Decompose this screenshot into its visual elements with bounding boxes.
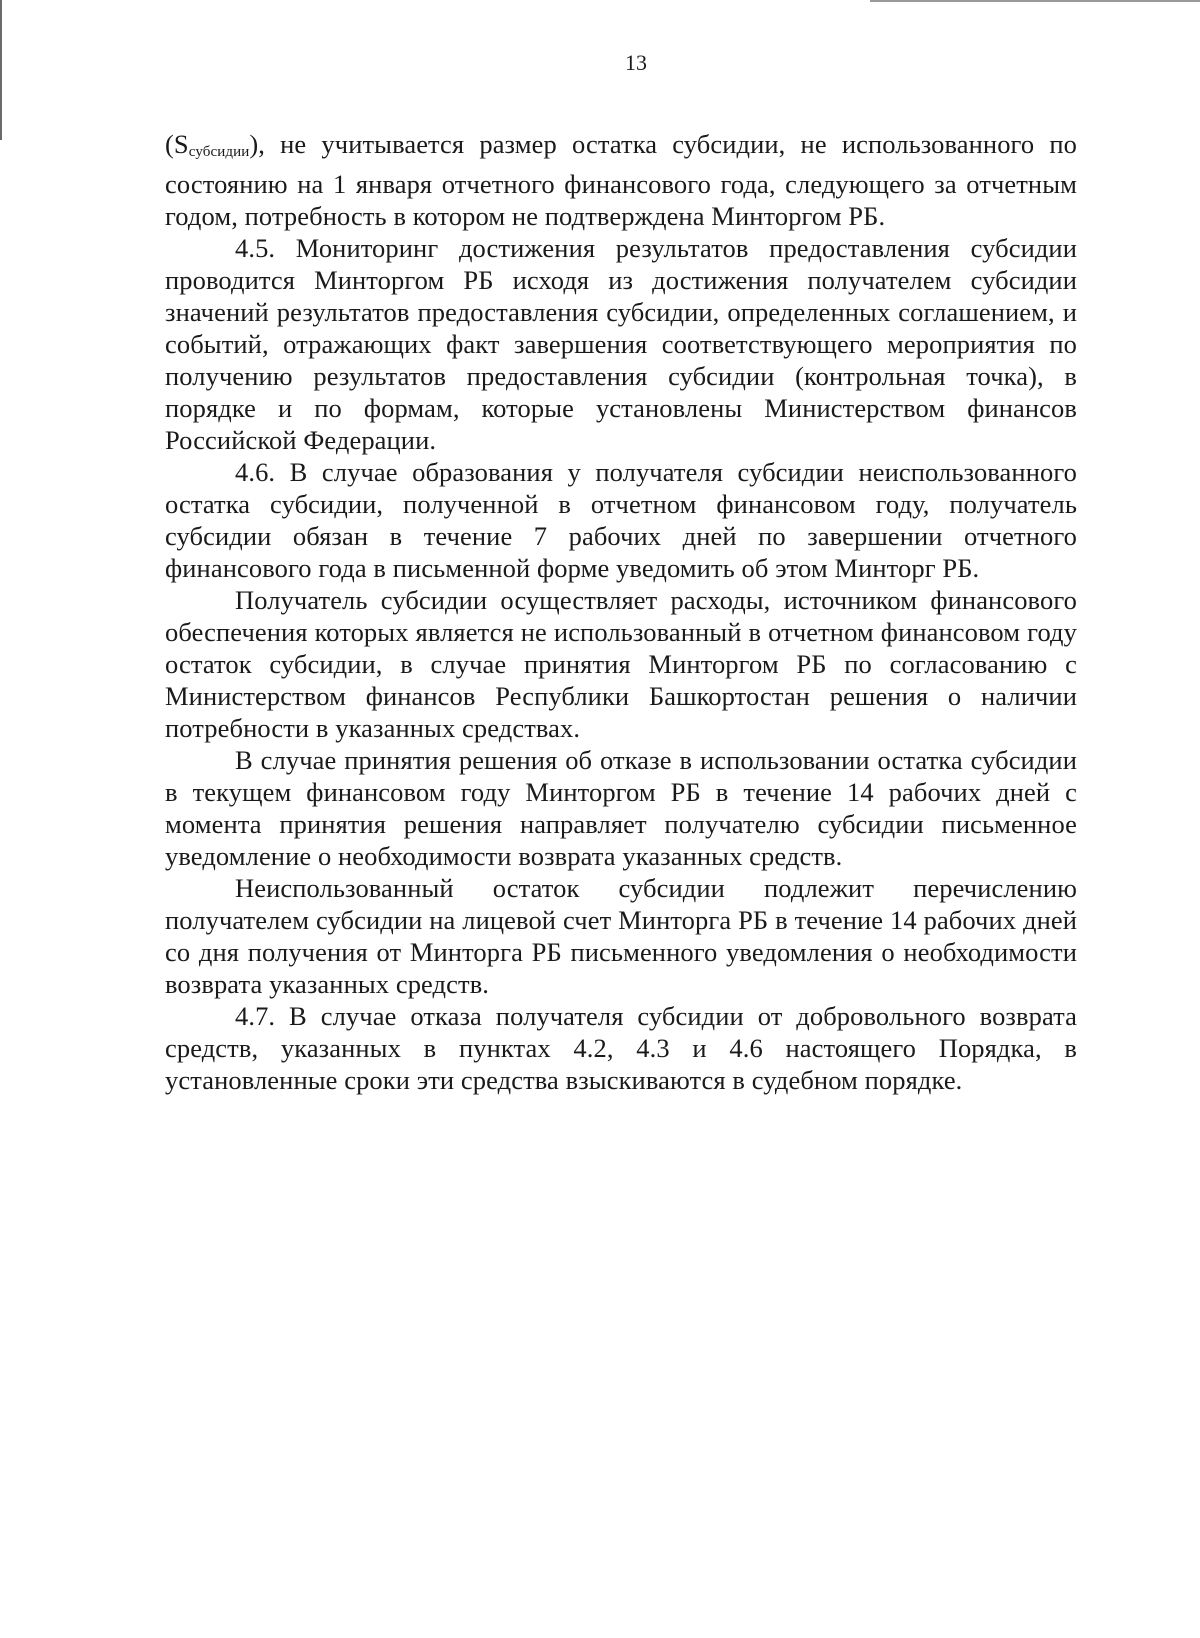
page-number: 13 [625, 50, 647, 75]
scan-edge-top [870, 0, 1200, 2]
paragraph-expenses: Получатель субсидии осуществляет расходы, источником финансового обеспечения которых является не использованный в отчетном финансовом году остаток субсидии, в случае принятия Минторгом РБ по согласованию с Министерством финансов Республики Башкортостан решения о наличии потребности в указанных средствах. [165, 585, 1077, 743]
paragraph-text: ), не учитывается размер остатка субсидии, не использованного по состоянию на 1 января отчетного финансового года, следующего за отчетным годом, потребность в котором не подтверждена Минторгом РБ. [165, 129, 1077, 231]
paragraph-refusal: В случае принятия решения об отказе в использовании остатка субсидии в текущем финансовом году Минторгом РБ в течение 14 рабочих дней с момента принятия решения направляет получателю субсидии письменное уведомление о необходимости возврата указанных средств. [165, 745, 1077, 871]
document-body [165, 128, 1077, 1096]
paragraph-4-6: 4.6. В случае образования у получателя субсидии неиспользованного остатка субсидии, полученной в отчетном финансовом году, получатель субсидии обязан в течение 7 рабочих дней по завершении отчетного финансового года в письменной форме уведомить об этом Минторг РБ. [165, 457, 1077, 583]
paragraph-continuation [165, 128, 1077, 232]
formula-symbol: (S [165, 129, 189, 159]
formula-subscript: субсидии [188, 144, 250, 160]
paragraph-4-5: 4.5. Мониторинг достижения результатов предоставления субсидии проводится Минторгом РБ исходя из достижения получателем субсидии значений результатов предоставления субсидии, определенных соглашением, и событий, отражающих факт завершения соответствующего мероприятия по получению результатов предоставления субсидии (контрольная точка), в порядке и по формам, которые установлены Министерством финансов Российской Федерации. [165, 233, 1077, 455]
paragraph-4-7: 4.7. В случае отказа получателя субсидии от добровольного возврата средств, указанных в пунктах 4.2, 4.3 и 4.6 настоящего Порядка, в установленные сроки эти средства взыскиваются в судебном порядке. [165, 1001, 1077, 1095]
paragraph-return: Неиспользованный остаток субсидии подлежит перечислению получателем субсидии на лицевой счет Минторга РБ в течение 14 рабочих дней со дня получения от Минторга РБ письменного уведомления о необходимости возврата указанных средств. [165, 873, 1077, 999]
